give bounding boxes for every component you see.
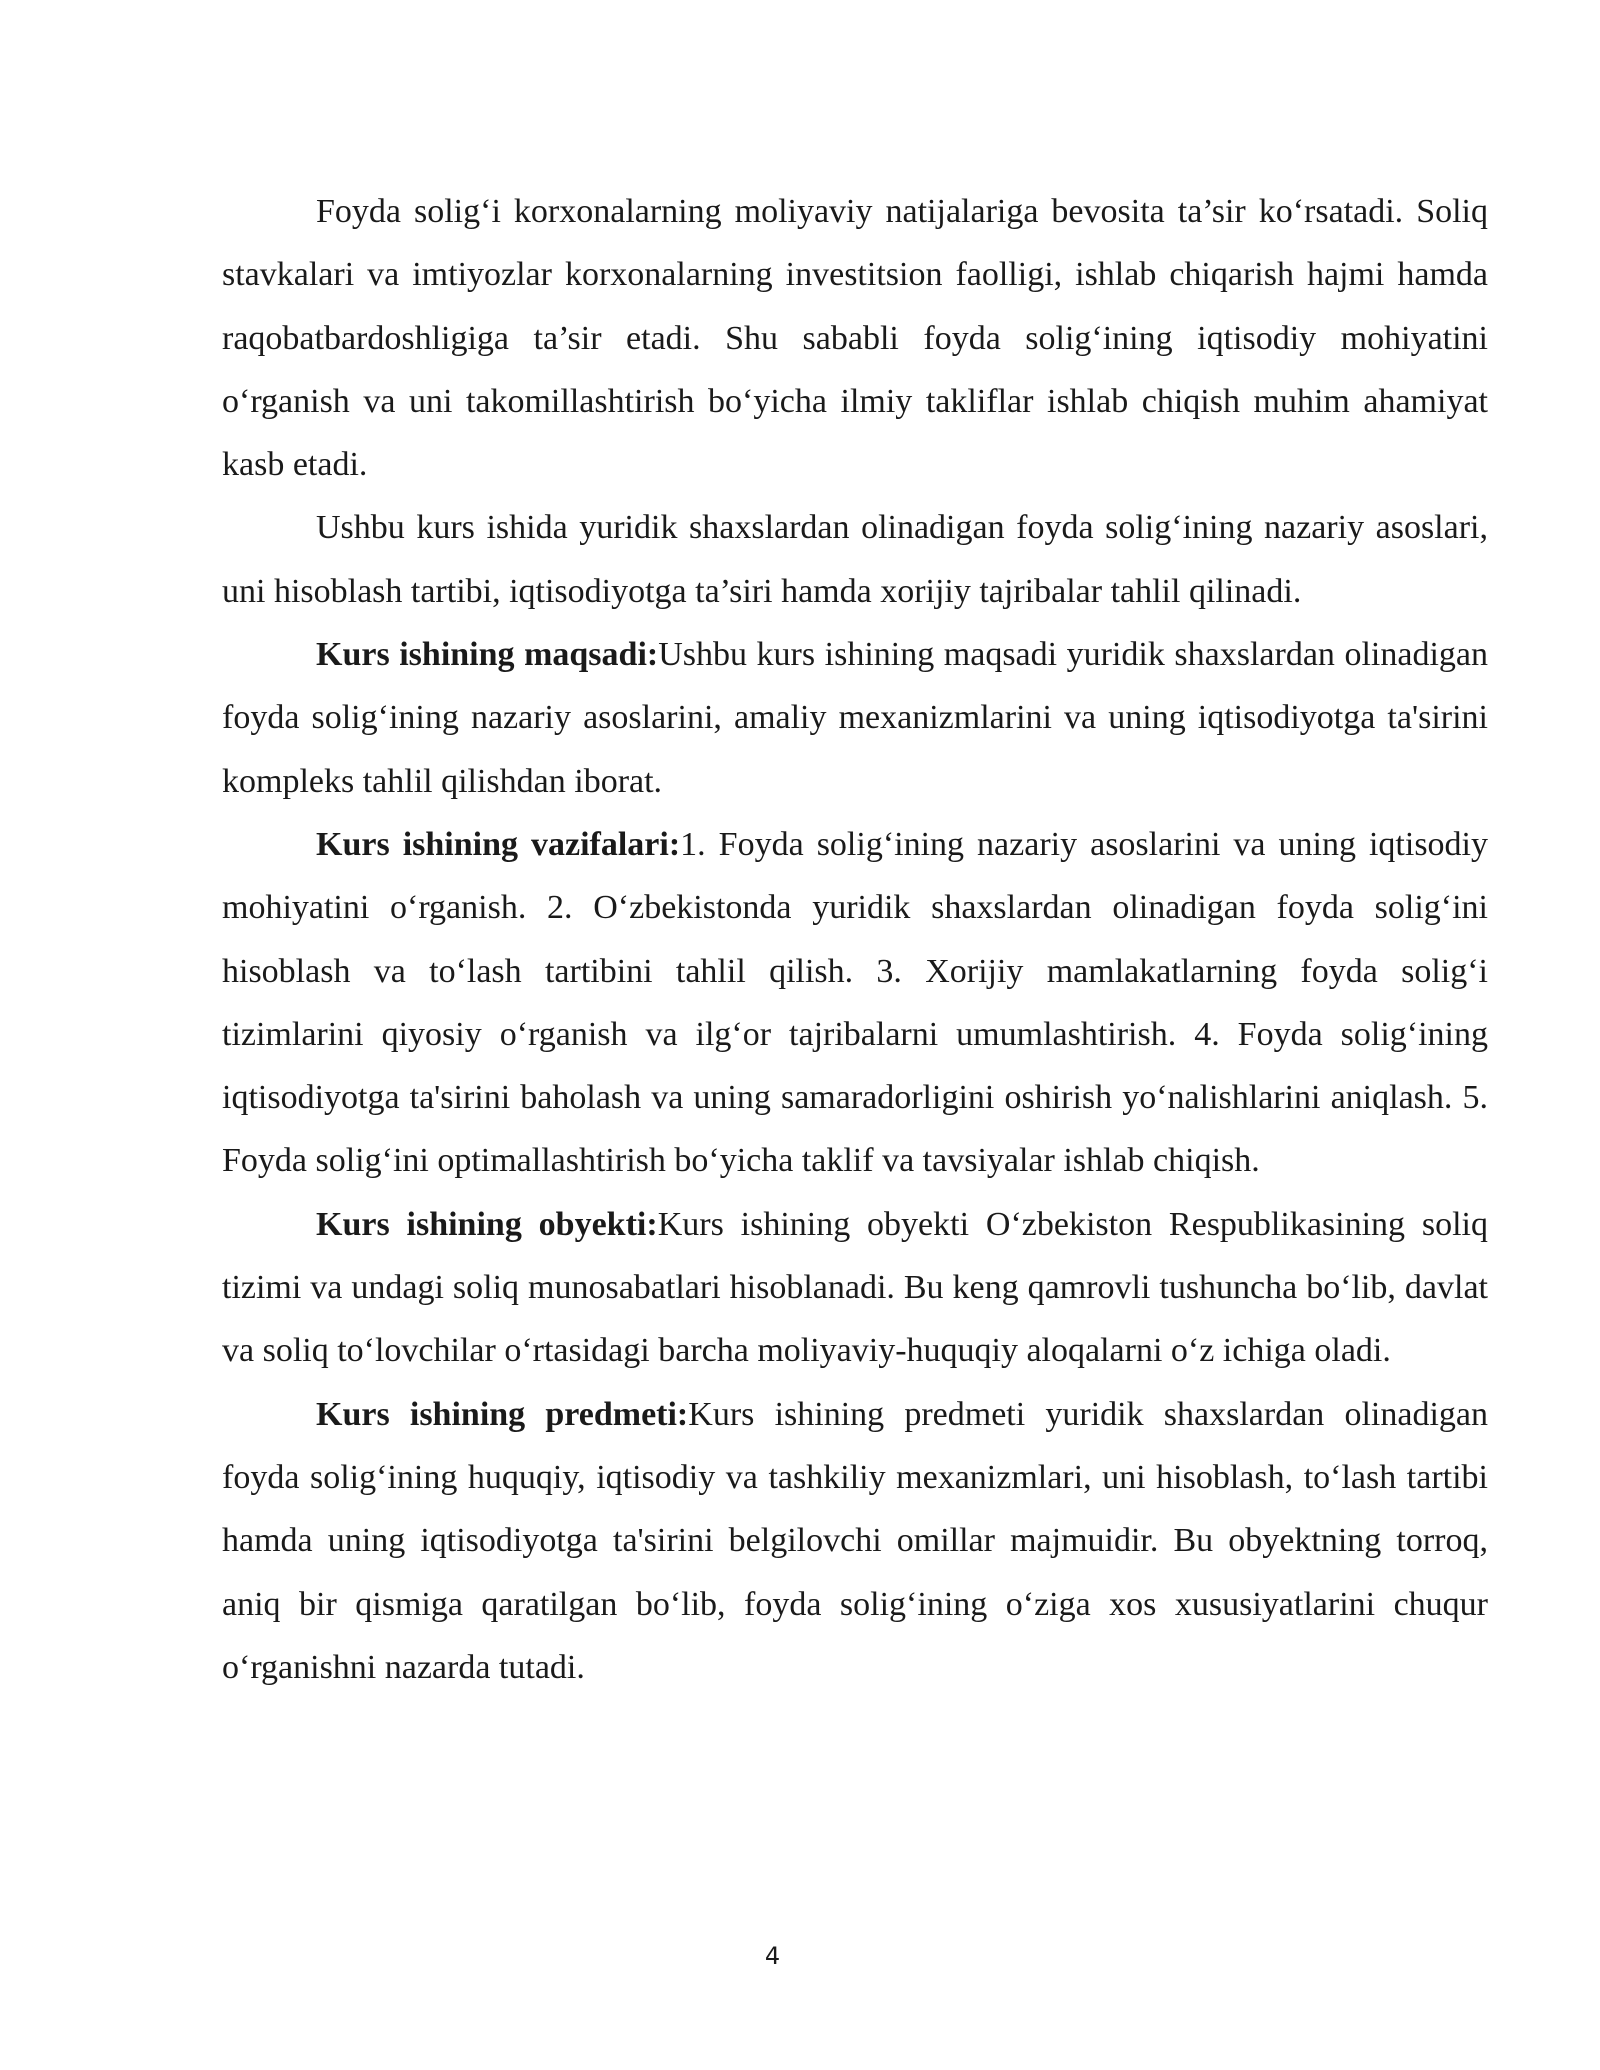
goal-text: Ushbu kurs ishining maqsadi yuridik shaxslardan olinadigan foyda solig‘ining nazariy asoslarini, amaliy mexanizmlarini va uning iqtisodiyotga ta'sirini kompleks tahlil qilishdan iborat. — [222, 636, 1488, 800]
paragraph-subject — [222, 1383, 1488, 1699]
paragraph-object — [222, 1193, 1488, 1383]
paragraph-intro-1 — [222, 180, 1488, 496]
page-number: 4 — [764, 1942, 781, 1970]
body-text — [222, 180, 1488, 1699]
goal-heading: Kurs ishining maqsadi: — [316, 636, 659, 674]
object-heading: Kurs ishining obyekti: — [316, 1205, 658, 1243]
paragraph-text: Foyda solig‘i korxonalarning moliyaviy natijalariga bevosita ta’sir ko‘rsatadi. Soliq stavkalari va imtiyozlar korxonalarning investitsion faolligi, ishlab chiqarish hajmi hamda raqobatbardoshligiga ta’sir etadi. Shu sababli foyda solig‘ining iqtisodiy mohiyatini o‘rganish va uni takomillashtirish bo‘yicha ilmiy takliflar ishlab chiqish muhim ahamiyat kasb etadi. — [222, 193, 1488, 484]
paragraph-intro-2 — [222, 496, 1488, 623]
object-text: Kurs ishining obyekti O‘zbekiston Respublikasining soliq tizimi va undagi soliq munosabatlari hisoblanadi. Bu keng qamrovli tushuncha bo‘lib, davlat va soliq to‘lovchilar o‘rtasidagi barcha moliyaviy-huquqiy aloqalarni o‘z ichiga oladi. — [222, 1205, 1489, 1370]
paragraph-tasks — [222, 813, 1488, 1193]
subject-text: Kurs ishining predmeti yuridik shaxslardan olinadigan foyda solig‘ining huquqiy, iqtisodiy va tashkiliy mexanizmlari, uni hisoblash, to‘lash tartibi hamda uning iqtisodiyotga ta'sirini belgilovchi omillar majmuidir. Bu obyektning torroq, aniq bir qismiga qaratilgan bo‘lib, foyda solig‘ining o‘ziga xos xususiyatlarini chuqur o‘rganishni nazarda tutadi. — [222, 1395, 1488, 1686]
paragraph-goal — [222, 623, 1488, 813]
subject-heading: Kurs ishining predmeti: — [316, 1395, 689, 1433]
paragraph-text: Ushbu kurs ishida yuridik shaxslardan olinadigan foyda solig‘ining nazariy asoslari, uni hisoblash tartibi, iqtisodiyotga ta’siri hamda xorijiy tajribalar tahlil qilinadi. — [222, 509, 1488, 610]
tasks-text: 1. Foyda solig‘ining nazariy asoslarini va uning iqtisodiy mohiyatini o‘rganish. 2. O‘zbekistonda yuridik shaxslardan olinadigan foyda solig‘ini hisoblash va to‘lash tartibini tahlil qilish. 3. Xorijiy mamlakatlarning foyda solig‘i tizimlarini qiyosiy o‘rganish va ilg‘or tajribalarni umumlashtirish. 4. Foyda solig‘ining iqtisodiyotga ta'sirini baholash va uning samaradorligini oshirish yo‘nalishlarini aniqlash. 5. Foyda solig‘ini optimallashtirish bo‘yicha taklif va tavsiyalar ishlab chiqish. — [222, 825, 1488, 1180]
tasks-heading: Kurs ishining vazifalari: — [316, 825, 681, 863]
